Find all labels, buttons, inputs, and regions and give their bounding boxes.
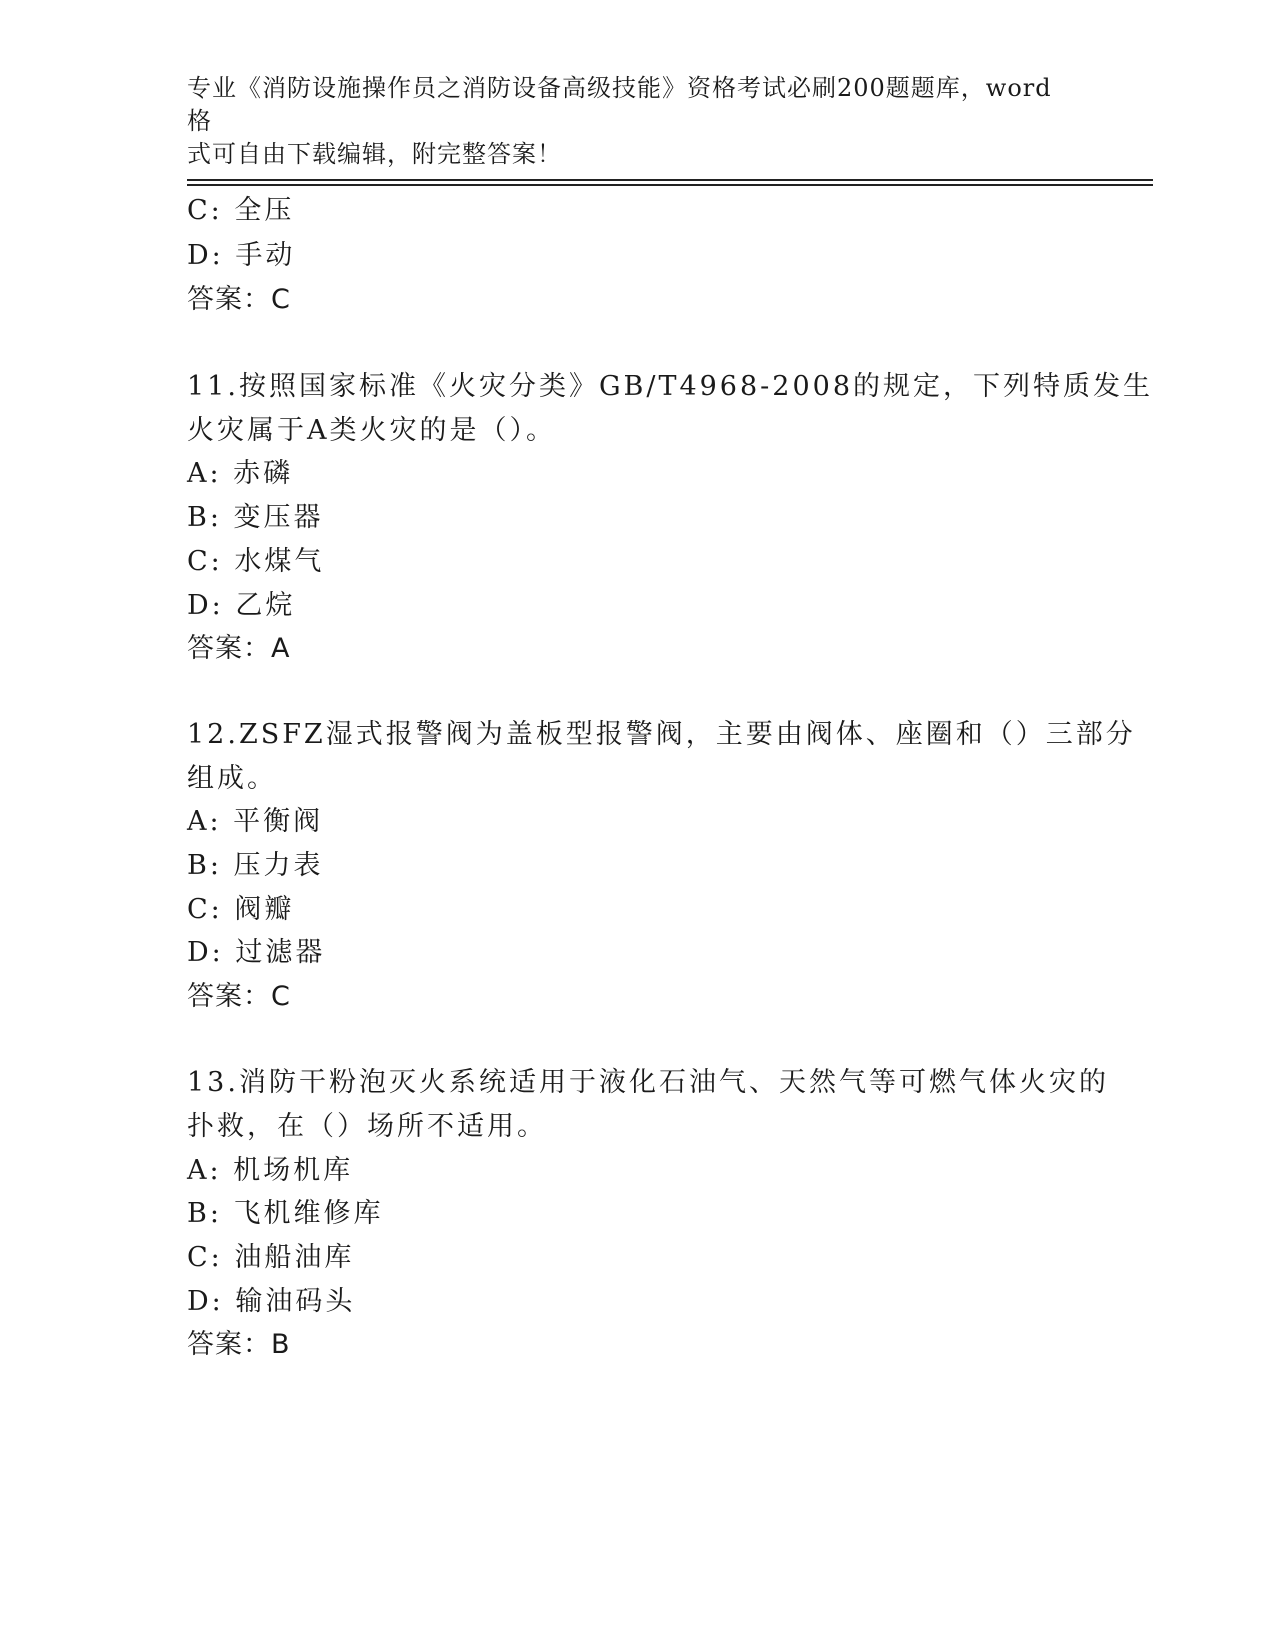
question-13-answer: 答案：B	[187, 1329, 291, 1360]
header-title-line-1: 专业《消防设施操作员之消防设备高级技能》资格考试必刷200题题库，word格	[187, 74, 1052, 135]
carryover-answer: 答案：C	[187, 284, 291, 315]
document-header	[187, 72, 1067, 171]
question-12-stem-line-1: 12.ZSFZ湿式报警阀为盖板型报警阀，主要由阀体、座圈和（）三部分	[187, 719, 1136, 750]
question-13-stem-line-1: 13.消防干粉泡灭火系统适用于液化石油气、天然气等可燃气体火灾的	[187, 1067, 1109, 1098]
header-divider-top	[187, 179, 1153, 181]
question-12-option-b: B: 压力表	[187, 850, 324, 881]
header-divider-bottom	[187, 184, 1153, 186]
question-12-stem-line-2: 组成。	[187, 763, 277, 794]
question-12-option-a: A: 平衡阀	[187, 806, 324, 837]
question-11-option-c: C: 水煤气	[187, 546, 325, 577]
question-11-stem-line-2: 火灾属于A类火灾的是（）。	[187, 415, 556, 446]
question-13-option-c: C: 油船油库	[187, 1242, 355, 1273]
carryover-option-c: C: 全压	[187, 195, 295, 226]
carryover-option-d: D: 手动	[187, 240, 296, 271]
question-13-option-b: B: 飞机维修库	[187, 1198, 384, 1229]
question-11-stem-line-1: 11.按照国家标准《火灾分类》GB/T4968-2008的规定，下列特质发生	[187, 371, 1154, 402]
question-12-answer: 答案：C	[187, 981, 291, 1012]
question-13-option-a: A: 机场机库	[187, 1155, 354, 1186]
question-12-option-c: C: 阀瓣	[187, 894, 295, 925]
question-13-option-d: D: 输油码头	[187, 1286, 356, 1317]
question-11-option-d: D: 乙烷	[187, 590, 296, 621]
question-11-answer: 答案：A	[187, 633, 291, 664]
question-12-option-d: D: 过滤器	[187, 937, 326, 968]
question-13-stem-line-2: 扑救，在（）场所不适用。	[187, 1111, 547, 1142]
question-11-option-a: A: 赤磷	[187, 458, 294, 489]
question-11-option-b: B: 变压器	[187, 502, 324, 533]
header-title-line-2: 式可自由下载编辑，附完整答案！	[187, 140, 562, 168]
